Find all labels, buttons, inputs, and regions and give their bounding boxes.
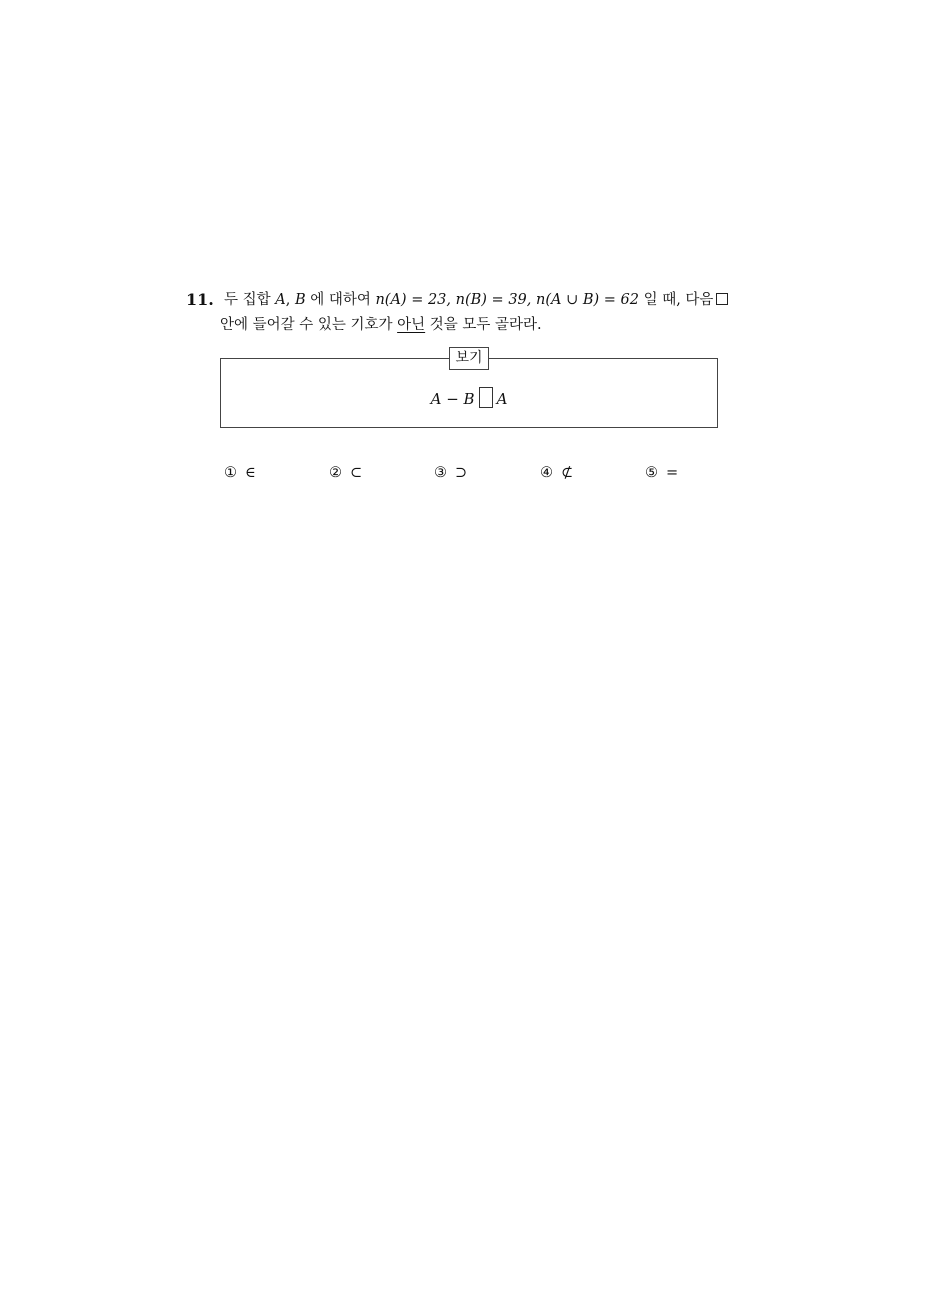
condition-n-a: n(A) = 23,	[375, 292, 452, 308]
underlined-word: 아닌	[397, 317, 426, 333]
set-a: A	[275, 292, 286, 308]
choice-number: ③	[434, 465, 447, 481]
condition-n-union: n(A ∪ B) = 62	[536, 292, 639, 308]
choice-1[interactable]	[224, 462, 256, 484]
example-box-title: 보기	[449, 347, 489, 370]
choice-symbol: ∈	[245, 465, 256, 481]
comma: ,	[285, 292, 295, 308]
example-expression	[220, 386, 718, 412]
choice-number: ①	[224, 465, 237, 481]
question-line-1	[224, 288, 728, 312]
choice-symbol: =	[666, 465, 679, 481]
choice-5[interactable]	[645, 462, 678, 484]
answer-blank-icon	[479, 387, 493, 408]
question-line2-suffix: 것을 모두 골라라.	[425, 317, 542, 333]
choice-number: ④	[540, 465, 553, 481]
expression-right: A	[496, 390, 508, 408]
choice-number: ⑤	[645, 465, 658, 481]
question-text-prefix: 두 집합	[224, 292, 276, 308]
choice-3[interactable]	[434, 462, 467, 484]
choice-4[interactable]	[540, 462, 573, 484]
question-text-suffix: 일 때, 다음	[638, 292, 714, 308]
question-line-2	[220, 313, 542, 337]
choice-2[interactable]	[329, 462, 362, 484]
choice-symbol: ⊂	[350, 465, 363, 481]
question-text-mid: 에 대하여	[305, 292, 376, 308]
choice-symbol: ⊄	[561, 465, 574, 481]
blank-square-icon	[716, 293, 728, 305]
condition-n-b: n(B) = 39,	[455, 292, 532, 308]
expression-left: A − B	[430, 390, 475, 408]
choice-number: ②	[329, 465, 342, 481]
set-b: B	[294, 292, 306, 308]
question-line2-prefix: 안에 들어갈 수 있는 기호가	[220, 317, 398, 333]
question-number: 11.	[186, 290, 214, 309]
choice-symbol: ⊃	[455, 465, 468, 481]
